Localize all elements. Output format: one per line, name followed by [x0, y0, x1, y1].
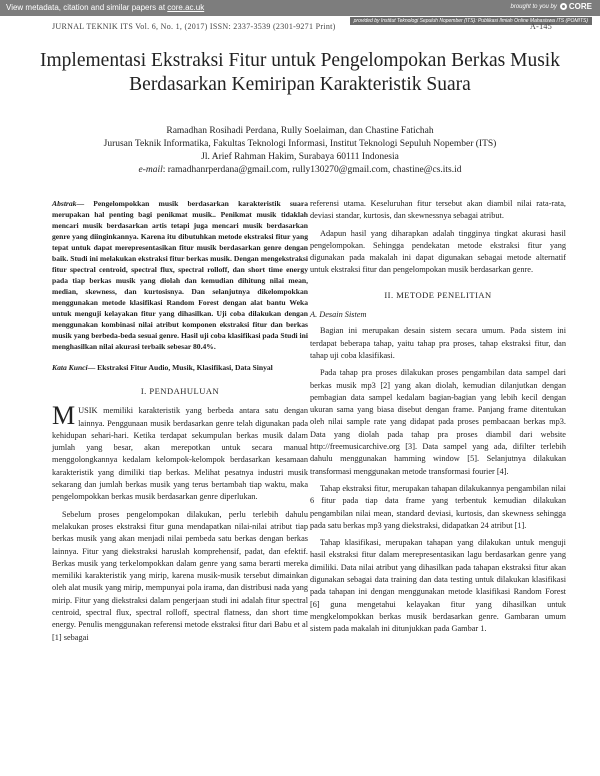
section-heading-pendahuluan: I. PENDAHULUAN: [140, 386, 220, 396]
page-number: A-145: [530, 22, 552, 31]
metode-paragraph-1: Bagian ini merupakan desain sistem secara umum. Pada sistem ini terdapat beberapa tahap, yaitu tahap pra proses, tahap ekstraksi fitur, dan tahap uji coba klasifikasi.: [310, 326, 566, 360]
core-link[interactable]: core.ac.uk: [167, 3, 205, 12]
keywords-label: Kata Kunci: [52, 363, 88, 372]
author-affiliation: Jurusan Teknik Informatika, Fakultas Teknologi Informasi, Institut Teknologi Sepuluh Nopember (ITS): [103, 139, 497, 149]
intro-paragraph-hasil: Adapun hasil yang diharapkan adalah tingginya tingkat akurasi hasil pengelompokan. Sehingga pendekatan metode ekstraksi fitur yang digunakan pada makalah ini dapat digunakan sebagai metode alternatif untuk ekstraksi fitur dan pengelompokan musik berdasarkan genre.: [310, 228, 566, 275]
intro-paragraph-continued: referensi utama. Keseluruhan fitur tersebut akan diambil nilai rata-rata, deviasi standar, kurtosis, dan skewnessnya sebagai atribut.: [310, 199, 566, 221]
metode-paragraph-2: Pada tahap pra proses dilakukan proses pengambilan data sampel dari berkas musik mp3 [2] yang akan diolah, kemudian dilanjutkan dengan pembagian data sampel kedalam bagian-bagian yang lebih kecil dengan ukuran sama yang biasa disebut dengan frame. Panjang frame ditentukan oleh nilai sample rate yang didapat pada proses pembacaan berkas mp3. Data yang diolah pada tahap pra proses diambil dari website http://freemusicarchive.org [3]. Data sampel yang ada, difilter terlebih dahulu menggunakan hamming window [5]. Selanjutnya dilakukan transformasi menggunakan metode transformasi fourier [4].: [310, 368, 566, 476]
email-label: e-mail: [138, 165, 163, 175]
metode-paragraph-3: Tahap ekstraksi fitur, merupakan tahapan dilakukannya pengambilan nilai 6 fitur pada tiap data frame yang terbentuk kemudian dilakukan pengambilan nilai mean, standard deviasi, kurtosis, dan skewness sehingga pada satu berkas mp3 yang diekstraksi, didapatkan 24 atribut [1].: [310, 483, 566, 530]
keywords-text: — Ekstraksi Fitur Audio, Musik, Klasifikasi, Data Sinyal: [87, 363, 273, 372]
journal-info: JURNAL TEKNIK ITS Vol. 6, No. 1, (2017) ISSN: 2337-3539 (2301-9271 Print): [52, 22, 336, 31]
section-heading-metode: II. METODE PENELITIAN: [384, 289, 492, 300]
author-emails: [40, 164, 560, 177]
drop-cap: M: [52, 401, 76, 431]
author-names: Ramadhan Rosihadi Perdana, Rully Soelaiman, dan Chastine Fatichah: [166, 126, 434, 136]
abstract: [52, 198, 308, 352]
paper-title: Implementasi Ekstraksi Fitur untuk Pengelompokan Berkas Musik Berdasarkan Kemiripan Karakteristik Suara: [40, 50, 560, 95]
metode-paragraph-4: Tahap klasifikasi, merupakan tahapan yang dilakukan untuk menguji hasil ekstraksi fitur dalam merepresentasikan lagu berdasarkan genre yang dimiliki. Data nilai atribut yang dihasilkan pada tahapan ekstraksi fitur akan digunakan sebagai data training dan data testing untuk dilakukan klasifikasi pada tahapan ini dengan menggunakan metode klasifikasi Random Forest [6] guna mengetahui kelayakan fitur yang dihasilkan untuk mengkelompokkan berkas musik berdasarkan genre. Gambaran umum sistem pada makalah ini ditunjukkan pada Gambar 1.: [310, 538, 566, 634]
author-block: [40, 125, 560, 177]
link-prefix: View metadata, citation and similar papers at: [6, 3, 168, 12]
author-address: Jl. Arief Rahman Hakim, Surabaya 60111 Indonesia: [201, 152, 399, 162]
core-banner: [0, 0, 600, 16]
email-list: : ramadhanrperdana@gmail.com, rully130270@gmail.com, chastine@cs.its.id: [162, 165, 462, 175]
intro-paragraph-2: Sebelum proses pengelompokan dilakukan, perlu terlebih dahulu melakukan proses ekstraksi fitur guna mendapatkan nilai-nilai atribut tiap berkas musik yang akan menjadi nilai pembeda satu berkas dengan berkas lainnya. Fitur yang diekstraksi haruslah komprehensif, padat, dan efektif. Berkas musik yang terkelompokkan dalam genre yang sama berarti mereka memiliki karakteristik yang mirip, karena musik-musik tersebut dimainkan oleh alat musik yang mirip, mempunyai pola irama, dan distribusi nada yang mirip. Fitur yang diekstraksi dalam pengerjaan studi ini adalah fitur spectral centroid, spectral flux, spectral rolloff, spectral flatness, dan short time energy. Penulis menggunakan referensi metode ekstraksi fitur dari Babu et al [1] sebagai: [52, 509, 308, 642]
core-brand[interactable]: [511, 2, 593, 11]
core-logo: [560, 2, 592, 11]
intro-p1-text: USIK memiliki karakteristik yang berbeda antara satu dengan lainnya. Penggunaan musik berdasarkan genre telah digunakan pada kehidupan sehari-hari. Ketika terdapat sekumpulan berkas musik dalam jumlah yang besar, akan merepotkan untuk secara manual menggolongkannya kedalam kelompok-kelompok berdasarkan kesamaan karakteristik yang dimiliki tiap berkas. Melihat pesatnya industri musik sekarang dan jumlah berkas musik yang terus bertambah tiap waktu, maka pengelompokkan berkas musik berdasarkan genre diperlukan.: [52, 406, 308, 502]
keywords: [52, 362, 308, 373]
journal-header: [52, 22, 552, 31]
abstract-label: Abstrak: [52, 199, 77, 208]
core-logo-icon: [560, 3, 567, 10]
provided-by-banner[interactable]: provided by Institut Teknologi Sepuluh Nopember (ITS): Publikasi Ilmiah Online Mahasiswa ITS (POMITS): [350, 17, 592, 25]
left-column: [52, 198, 308, 644]
core-metadata-link-text: [6, 3, 204, 12]
intro-paragraph-1: [52, 401, 308, 503]
abstract-text: — Pengelompokkan musik berdasarkan karakteristik suara merupakan hal penting bagi penikmat musik.. Penikmat musik tidaklah mencari musik berdasarkan artis tetapi juga mencari musik berdasarkan genre yang diinginkannya. Karena itu dibutuhkan metode ekstraksi fitur yang tepat untuk dapat merepresentasikan fitur musik berdasarkan genre dengan baik. Studi ini melakukan ekstraksi fitur berkas musik. Dengan mengekstraksi fitur spectral centroid, spectral flux, spectral rolloff, dan short time energy pada tiap berkas musik yang diolah dan kemudian dihitung nilai mean, median, skewness, dan kurtosisnya. Dan selanjutnya dikelompokkan menggunakan metode klasifikasi Random Forest dengan alat bantu Weka untuk menguji kelayakan fitur yang dihasilkan. Uji coba dilakukan dengan menggunakan kombinasi nilai atribut komponen ekstraksi fitur dan berkas musik yang berbeda-beda sesuai genre. Hasil uji coba klasifikasi pada Studi ini menghasilkan nilai akurasi terbaik sebesar 80.4%.: [52, 199, 308, 351]
subsection-heading-desain: A. Desain Sistem: [310, 310, 367, 320]
brought-by-text: brought to you by: [510, 3, 557, 10]
right-column: [310, 198, 566, 636]
core-name: CORE: [568, 2, 592, 11]
